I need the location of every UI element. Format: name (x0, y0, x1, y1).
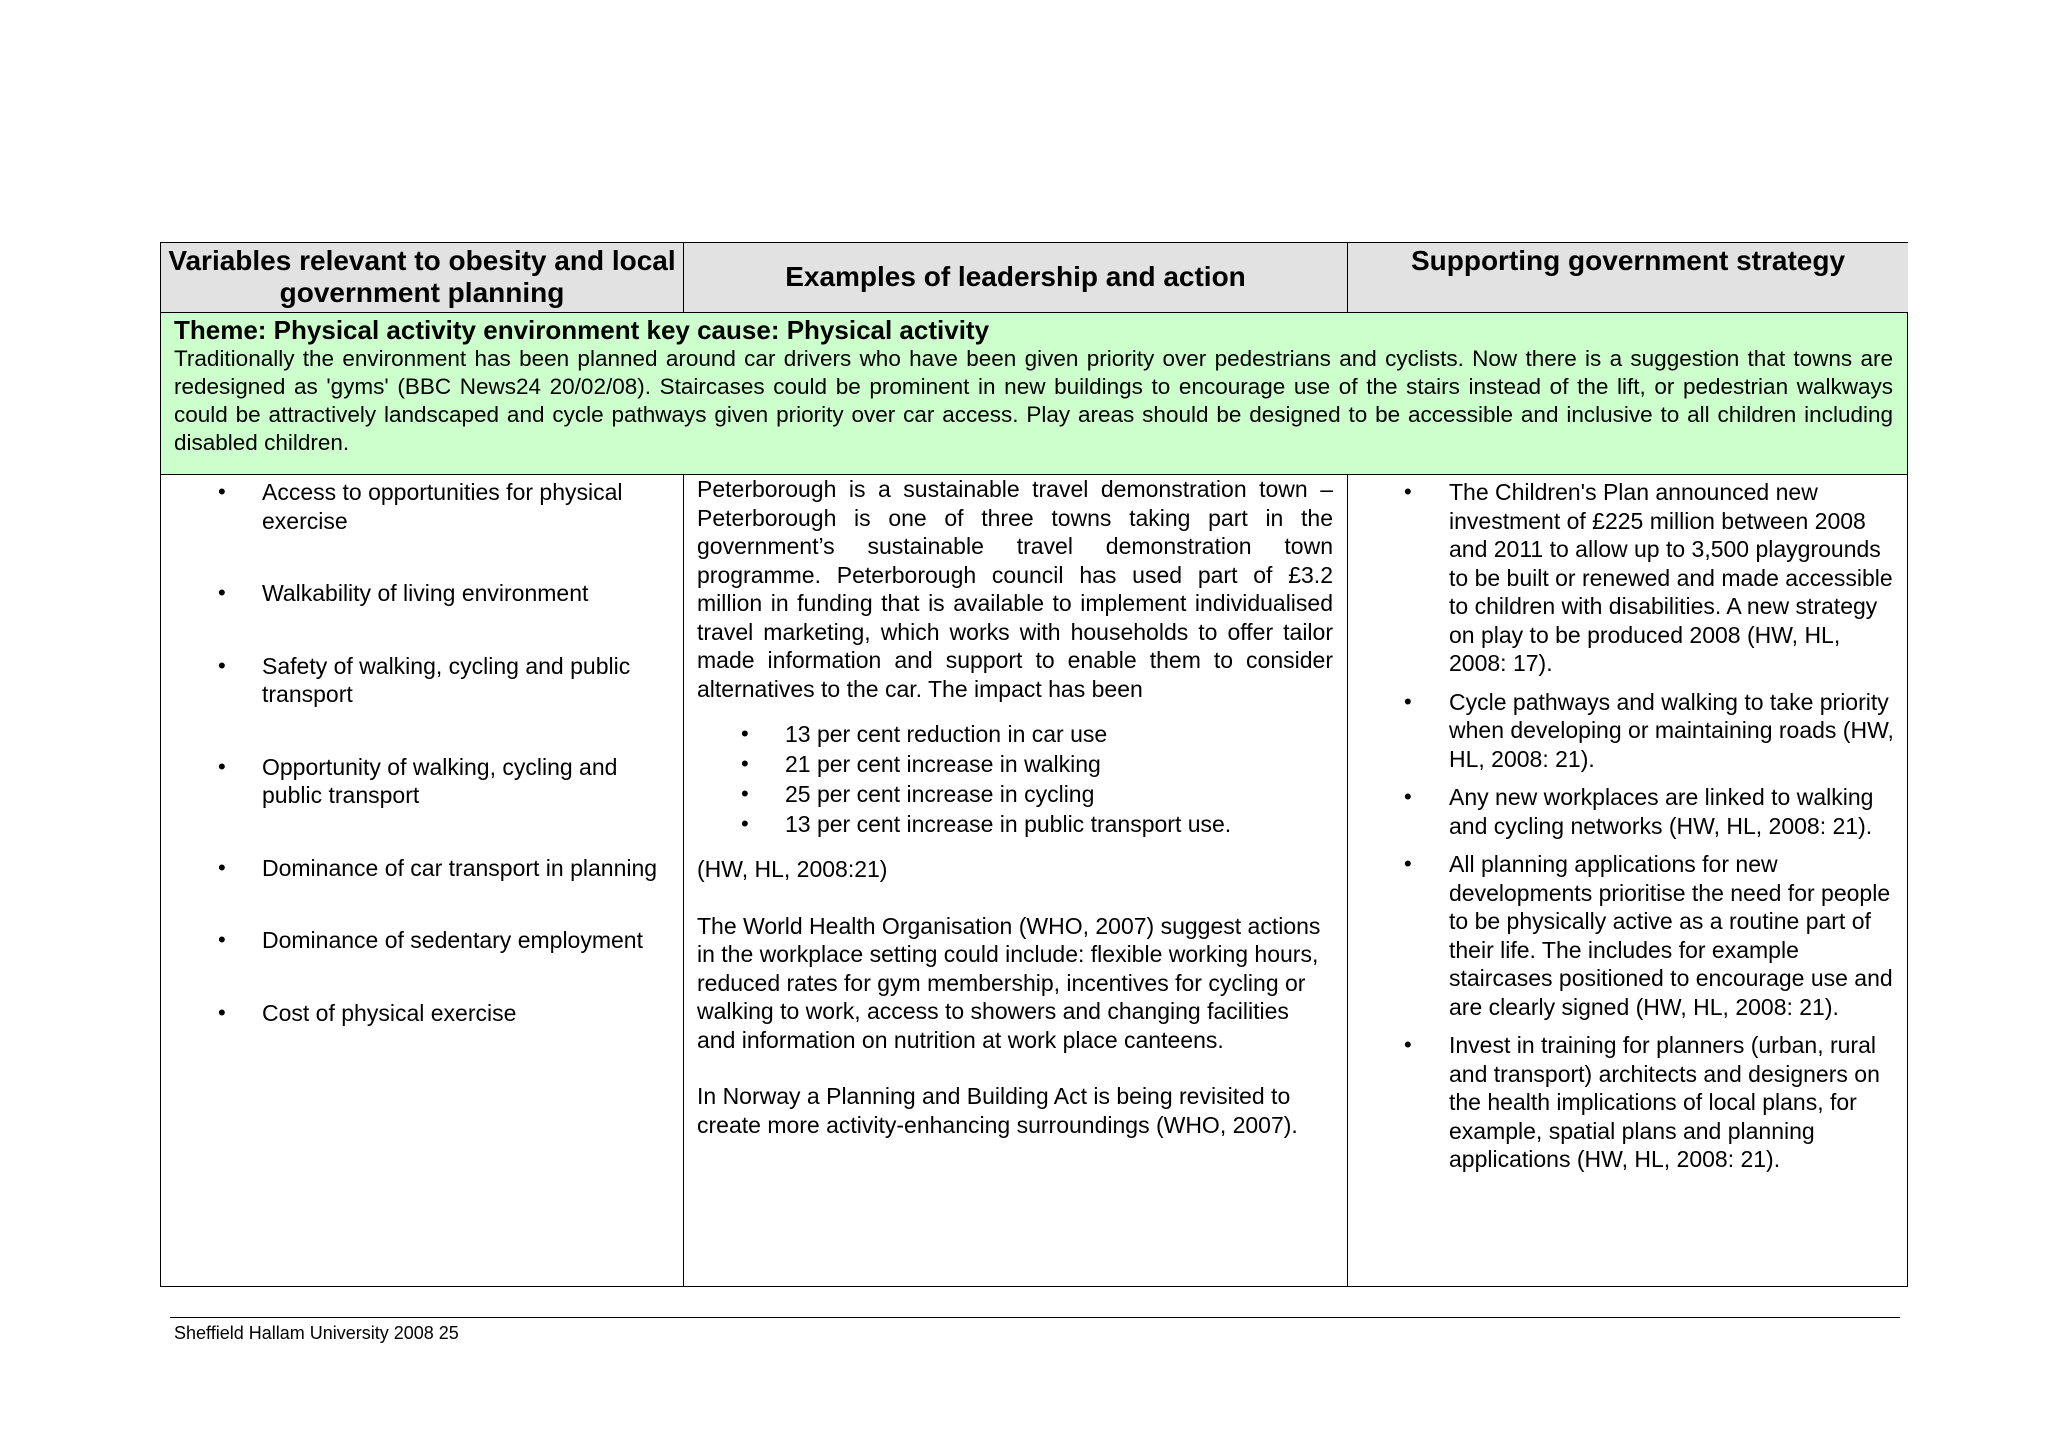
impact-text: 21 per cent increase in walking (785, 751, 1101, 777)
obesity-planning-table (160, 242, 1908, 1287)
list-item (1348, 1031, 1908, 1174)
impact-text: 25 per cent increase in cycling (785, 781, 1095, 807)
list-item (161, 579, 683, 608)
variable-text: Safety of walking, cycling and public transport (262, 652, 631, 707)
bullet-icon: • (218, 854, 226, 880)
header-examples: Examples of leadership and action (684, 243, 1348, 313)
footer-divider (170, 1317, 1900, 1318)
strategy-text: Invest in training for planners (urban, rural and transport) architects and designers on the health implications of local plans, for example, spatial plans and planning applications (HW, HL, 2008: 21). (1449, 1032, 1880, 1172)
bullet-icon: • (741, 811, 749, 836)
strategy-list (1348, 478, 1908, 1174)
bullet-icon: • (218, 479, 226, 504)
list-item (697, 809, 1333, 839)
bullet-icon: • (218, 753, 226, 779)
bullet-icon: • (1404, 1032, 1412, 1057)
list-item (161, 854, 683, 883)
bullet-icon: • (1404, 688, 1412, 714)
citation: (HW, HL, 2008:21) (697, 856, 888, 882)
header-strategy: Supporting government strategy (1348, 243, 1908, 313)
variable-text: Access to opportunities for physical exercise (262, 479, 623, 534)
examples-column (684, 475, 1348, 1286)
list-item (161, 999, 683, 1028)
bullet-icon: • (1404, 851, 1412, 876)
bullet-icon: • (218, 999, 226, 1025)
variables-column (161, 475, 684, 1286)
list-item (1348, 688, 1908, 774)
impact-text: 13 per cent increase in public transport use. (785, 811, 1232, 837)
list-item (697, 719, 1333, 749)
theme-title: Theme: Physical activity environment key cause: Physical activity (174, 315, 990, 345)
bullet-icon: • (218, 927, 226, 952)
bullet-icon: • (218, 580, 226, 605)
bullet-icon: • (1404, 479, 1412, 504)
variable-text: Walkability of living environment (262, 580, 589, 606)
list-item (697, 749, 1333, 779)
variable-text: Opportunity of walking, cycling and public transport (262, 753, 618, 808)
variable-text: Cost of physical exercise (262, 999, 517, 1026)
bullet-icon: • (741, 781, 749, 806)
impact-list (697, 719, 1333, 839)
peterborough-paragraph: Peterborough is a sustainable travel demonstration town – Peterborough is one of three towns taking part in the government’s sustainable travel demonstration town programme. Peterborough council has used part of £3.2 million in funding that is available to implement individualised travel marketing, which works with households to offer tailor made information and support to enable them to consider alternatives to the car. The impact has been (697, 476, 1333, 702)
impact-text: 13 per cent reduction in car use (785, 721, 1108, 747)
strategy-text: Cycle pathways and walking to take priority when developing or maintaining roads (HW, HL, 2008: 21). (1449, 688, 1894, 772)
bullet-icon: • (741, 751, 749, 776)
bullet-icon: • (218, 652, 226, 678)
variables-list (161, 478, 683, 1027)
strategy-column (1348, 475, 1908, 1286)
list-item (161, 478, 683, 535)
norway-paragraph: In Norway a Planning and Building Act is being revisited to create more activity-enhancing surroundings (WHO, 2007). (697, 1083, 1298, 1138)
list-item (1348, 478, 1908, 678)
bullet-icon: • (741, 721, 749, 746)
strategy-text: The Children's Plan announced new investment of £225 million between 2008 and 2011 to allow up to 3,500 playgrounds to be built or renewed and made accessible to children with disabilities. A new strategy on play to be produced 2008 (HW, HL, 2008: 17). (1449, 479, 1893, 676)
list-item (161, 753, 683, 810)
page-footer: Sheffield Hallam University 2008 25 (174, 1323, 459, 1343)
strategy-text: All planning applications for new developments prioritise the need for people to be physically active as a routine part of their life. The includes for example staircases positioned to encourage use and are clearly signed (HW, HL, 2008: 21). (1449, 851, 1893, 1020)
header-variables: Variables relevant to obesity and local government planning (161, 243, 684, 313)
list-item (161, 652, 683, 709)
list-item (697, 779, 1333, 809)
theme-description: Traditionally the environment has been planned around car drivers who have been given priority over pedestrians and cyclists. Now there is a suggestion that towns are redesigned as 'gyms' (BBC News24 20/02/08). Staircases could be prominent in new buildings to encourage use of the stairs instead of the lift, or pedestrian walkways could be attractively landscaped and cycle pathways given priority over car access. Play areas should be designed to be accessible and inclusive to all children including disabled children. (174, 346, 1893, 455)
who-paragraph: The World Health Organisation (WHO, 2007) suggest actions in the workplace setting could include: flexible working hours, reduced rates for gym membership, incentives for cycling or walking to work, access to showers and changing facilities and information on nutrition at work place canteens. (697, 912, 1321, 1053)
variable-text: Dominance of car transport in planning (262, 854, 658, 881)
theme-row (161, 313, 1907, 475)
list-item (161, 926, 683, 955)
list-item (1348, 850, 1908, 1021)
bullet-icon: • (1404, 784, 1412, 809)
strategy-text: Any new workplaces are linked to walking and cycling networks (HW, HL, 2008: 21). (1449, 784, 1874, 839)
variable-text: Dominance of sedentary employment (262, 927, 643, 953)
list-item (1348, 783, 1908, 840)
